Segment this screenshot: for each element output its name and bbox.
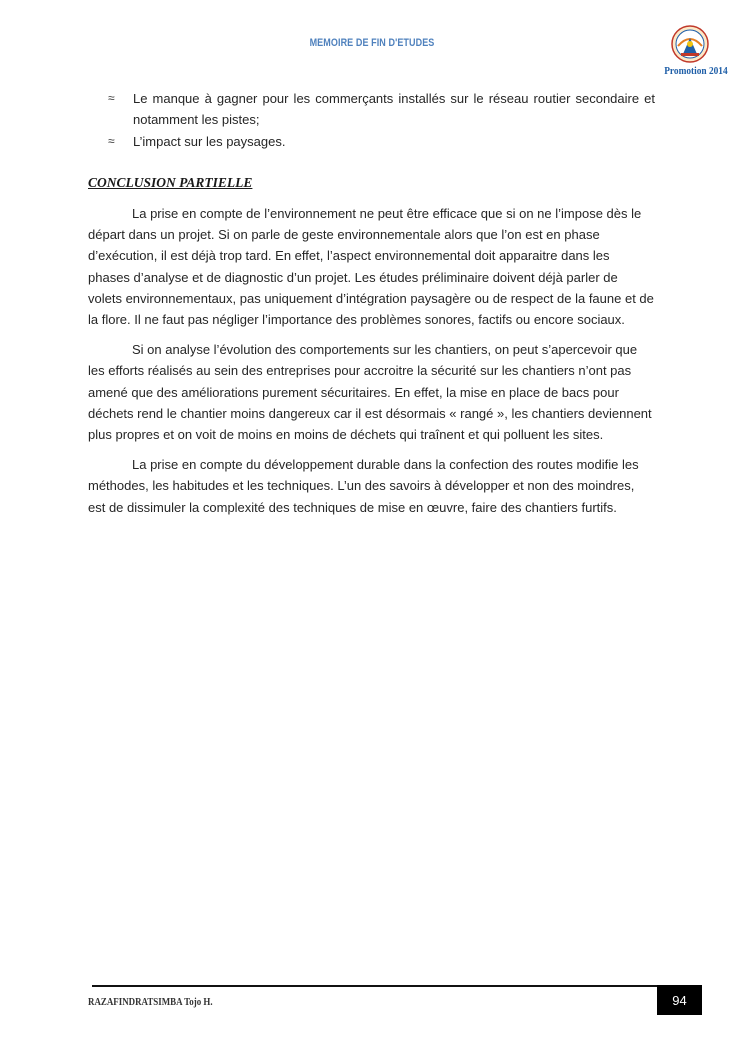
list-item-text: L’impact sur les paysages. [133,134,286,149]
list-item-text: Le manque à gagner pour les commerçants installés sur le réseau routier secondaire et notamment les pistes; [133,91,655,127]
bullet-list [88,88,655,152]
list-item [88,131,655,152]
school-emblem-icon [670,24,710,64]
section-heading: CONCLUSION PARTIELLE [88,175,253,190]
promotion-label: Promotion 2014 [664,65,728,77]
list-item [88,88,655,130]
paragraph: Si on analyse l’évolution des comportements sur les chantiers, on peut s’apercevoir que les efforts réalisés au sein des entreprises pour accroitre la sécurité sur les chantiers n’ont pas amené que des améliorations purement sécuritaires. En effet, la mise en place de bacs pour déchets rend le chantier moins dangereux car il est désormais « rangé », les chantiers deviennent plus propres et on voit de moins en moins de déchets qui traînent et qui polluent les sites. [88,342,652,443]
page-header-title: MEMOIRE DE FIN D'ETUDES [309,37,435,49]
paragraph: La prise en compte de l’environnement ne peut être efficace que si on ne l’impose dès le départ dans un projet. Si on parle de geste environnementale alors que l’on est en phase d’exécution, il est déjà trop tard. En effet, l’aspect environnemental doit apparaitre dans les phases d’analyse et de diagnostic d’un projet. Les études préliminaire doivent déjà parler de volets environnementaux, pas uniquement d’intégration paysagère ou de respect de la faune et de la flore. Il ne faut pas négliger l’importance des problèmes sonores, factifs ou encore sociaux. [88,206,654,328]
page-number: 94 [657,985,702,1015]
approx-equal-icon: ≈ [108,91,115,105]
approx-equal-icon: ≈ [108,134,115,148]
footer-author: RAZAFINDRATSIMBA Tojo H. [88,997,213,1008]
paragraph: La prise en compte du développement durable dans la confection des routes modifie les méthodes, les habitudes et les techniques. L’un des savoirs à développer et non des moindres, est de dissimuler la complexité des techniques de mise en œuvre, faire des chantiers furtifs. [88,457,639,515]
page-content [88,88,655,527]
footer-divider [92,985,702,987]
